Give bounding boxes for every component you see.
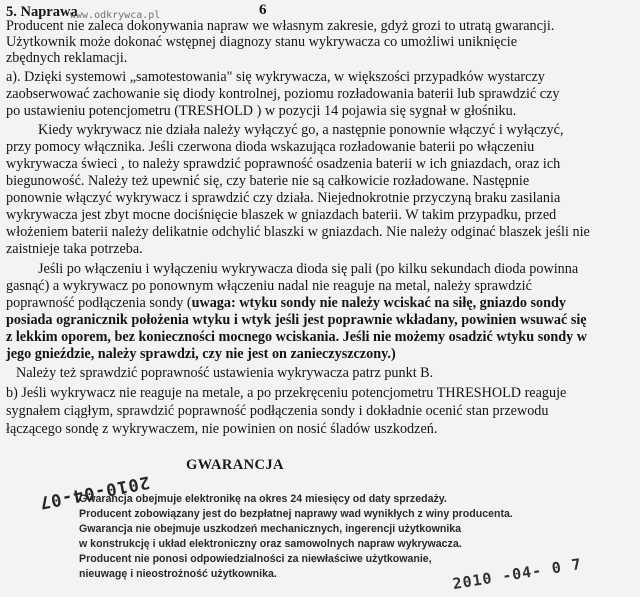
- text-line: Należy też sprawdzić poprawność ustawienia wykrywacza patrz punkt B.: [16, 365, 434, 381]
- bold-line: z lekkim oporem, bez konieczności mocnego wciskania. Jeśli nie możemy osadzić wtyku sondy w: [6, 329, 588, 345]
- text-line: zaistnieje taka potrzeba.: [6, 241, 143, 257]
- text-line-mixed: [6, 295, 566, 311]
- date-stamp-text: 2010-04-07: [37, 471, 152, 513]
- warranty-line: Producent nie ponosi odpowiedzialności za niewłaściwe użytkowanie,: [79, 553, 432, 565]
- text-line: Producent nie zaleca dokonywania napraw we własnym zakresie, gdyż grozi to utratą gwarancji.: [6, 18, 555, 34]
- text-line: biegunowość. Należy też upewnić się, czy baterie nie są całkowicie rozładowane. Następnie: [6, 173, 530, 189]
- text-line: gasnąć) a wykrywacz po ponownym włączeniu nadal nie reaguje na metal, należy sprawdzić: [6, 278, 532, 294]
- bold-note: uwaga: wtyku sondy nie należy wciskać na siłę, gniazdo sondy: [191, 295, 567, 311]
- warranty-line: Producent zobowiązany jest do bezpłatnej naprawy wad wynikłych z winy producenta.: [79, 508, 513, 520]
- text-line: a). Dzięki systemowi „samotestowania" się wykrywacza, w większości przypadków wystarczy: [6, 69, 545, 85]
- warranty-line: nieuwagę i nieostrożność użytkownika.: [79, 568, 277, 580]
- warranty-title: GWARANCJA: [186, 457, 284, 473]
- text-line: Użytkownik może dokonać wstępnej diagnozy stanu wykrywacza co umożliwi uniknięcie: [6, 34, 517, 50]
- page-number: 6: [259, 2, 267, 18]
- text-line: włożeniem baterii należy delikatnie odchylić blaszki w gniazdach. Nie należy odginać blaszek jeśli nie: [6, 224, 590, 240]
- text-line: b) Jeśli wykrywacz nie reaguje na metale, a po przekręceniu potencjometru THRESHOLD reaguje: [6, 385, 567, 401]
- text-line: wykrywacza jest zbyt mocne dociśnięcie blaszek w gniazdach baterii. W takim przypadku, przed: [6, 207, 557, 223]
- bold-line: posiada ogranicznik położenia wtyku i wtyk jeśli jest poprawnie wkładany, powinien wsuwać się: [6, 312, 587, 328]
- text-line: Jeśli po włączeniu i wyłączeniu wykrywacza dioda się pali (po kilku sekundach dioda powinna: [38, 261, 579, 277]
- text-line: przy pomocy włącznika. Jeśli czerwona dioda wskazująca rozładowanie baterii po włączeniu: [6, 139, 535, 155]
- text-line: sygnałem ciągłym, sprawdzić poprawność podłączenia sondy i dokładnie ocenić stan przewodu: [6, 403, 549, 419]
- date-stamp-upside-down: [37, 471, 151, 512]
- text-fragment: poprawność podłączenia sondy (: [6, 295, 192, 311]
- date-stamp: 2010 -04- 0 7: [451, 554, 584, 594]
- text-line: wykrywacza świeci , to należy sprawdzić poprawność osadzenia baterii w ich gniazdach, oraz ich: [6, 156, 561, 172]
- text-line: zaobserwować zachowanie się diody kontrolnej, poziomu rozładowania baterii lub sprawdzić czy: [6, 86, 560, 102]
- warranty-line: w konstrukcję i układ elektroniczny oraz samowolnych napraw wykrywacza.: [79, 538, 462, 550]
- watermark: www.odkrywca.pl: [70, 10, 161, 21]
- text-line: Kiedy wykrywacz nie działa należy wyłączyć go, a następnie ponownie włączyć i wyłączyć,: [38, 122, 564, 138]
- warranty-line: Gwarancja obejmuje elektronikę na okres 24 miesięcy od daty sprzedaży.: [79, 493, 447, 505]
- warranty-line: Gwarancja nie obejmuje uszkodzeń mechanicznych, ingerencji użytkownika: [79, 523, 462, 535]
- text-line: zbędnych reklamacji.: [6, 50, 128, 66]
- text-line: po ustawieniu potencjometru (TRESHOLD ) w pozycji 14 pojawia się sygnał w głośniku.: [6, 103, 517, 119]
- text-line: ponownie włączyć wykrywacz i sprawdzić czy działa. Niejednokrotnie przyczyną braku zasilania: [6, 190, 561, 206]
- text-line: łączącego sondę z wykrywaczem, nie powinien on nosić śladów uszkodzeń.: [6, 421, 438, 437]
- bold-line: jego gnieździe, należy sprawdzi, czy nie jest on zanieczyszczony.): [6, 346, 396, 362]
- section-heading: 5. Naprawa: [6, 4, 78, 20]
